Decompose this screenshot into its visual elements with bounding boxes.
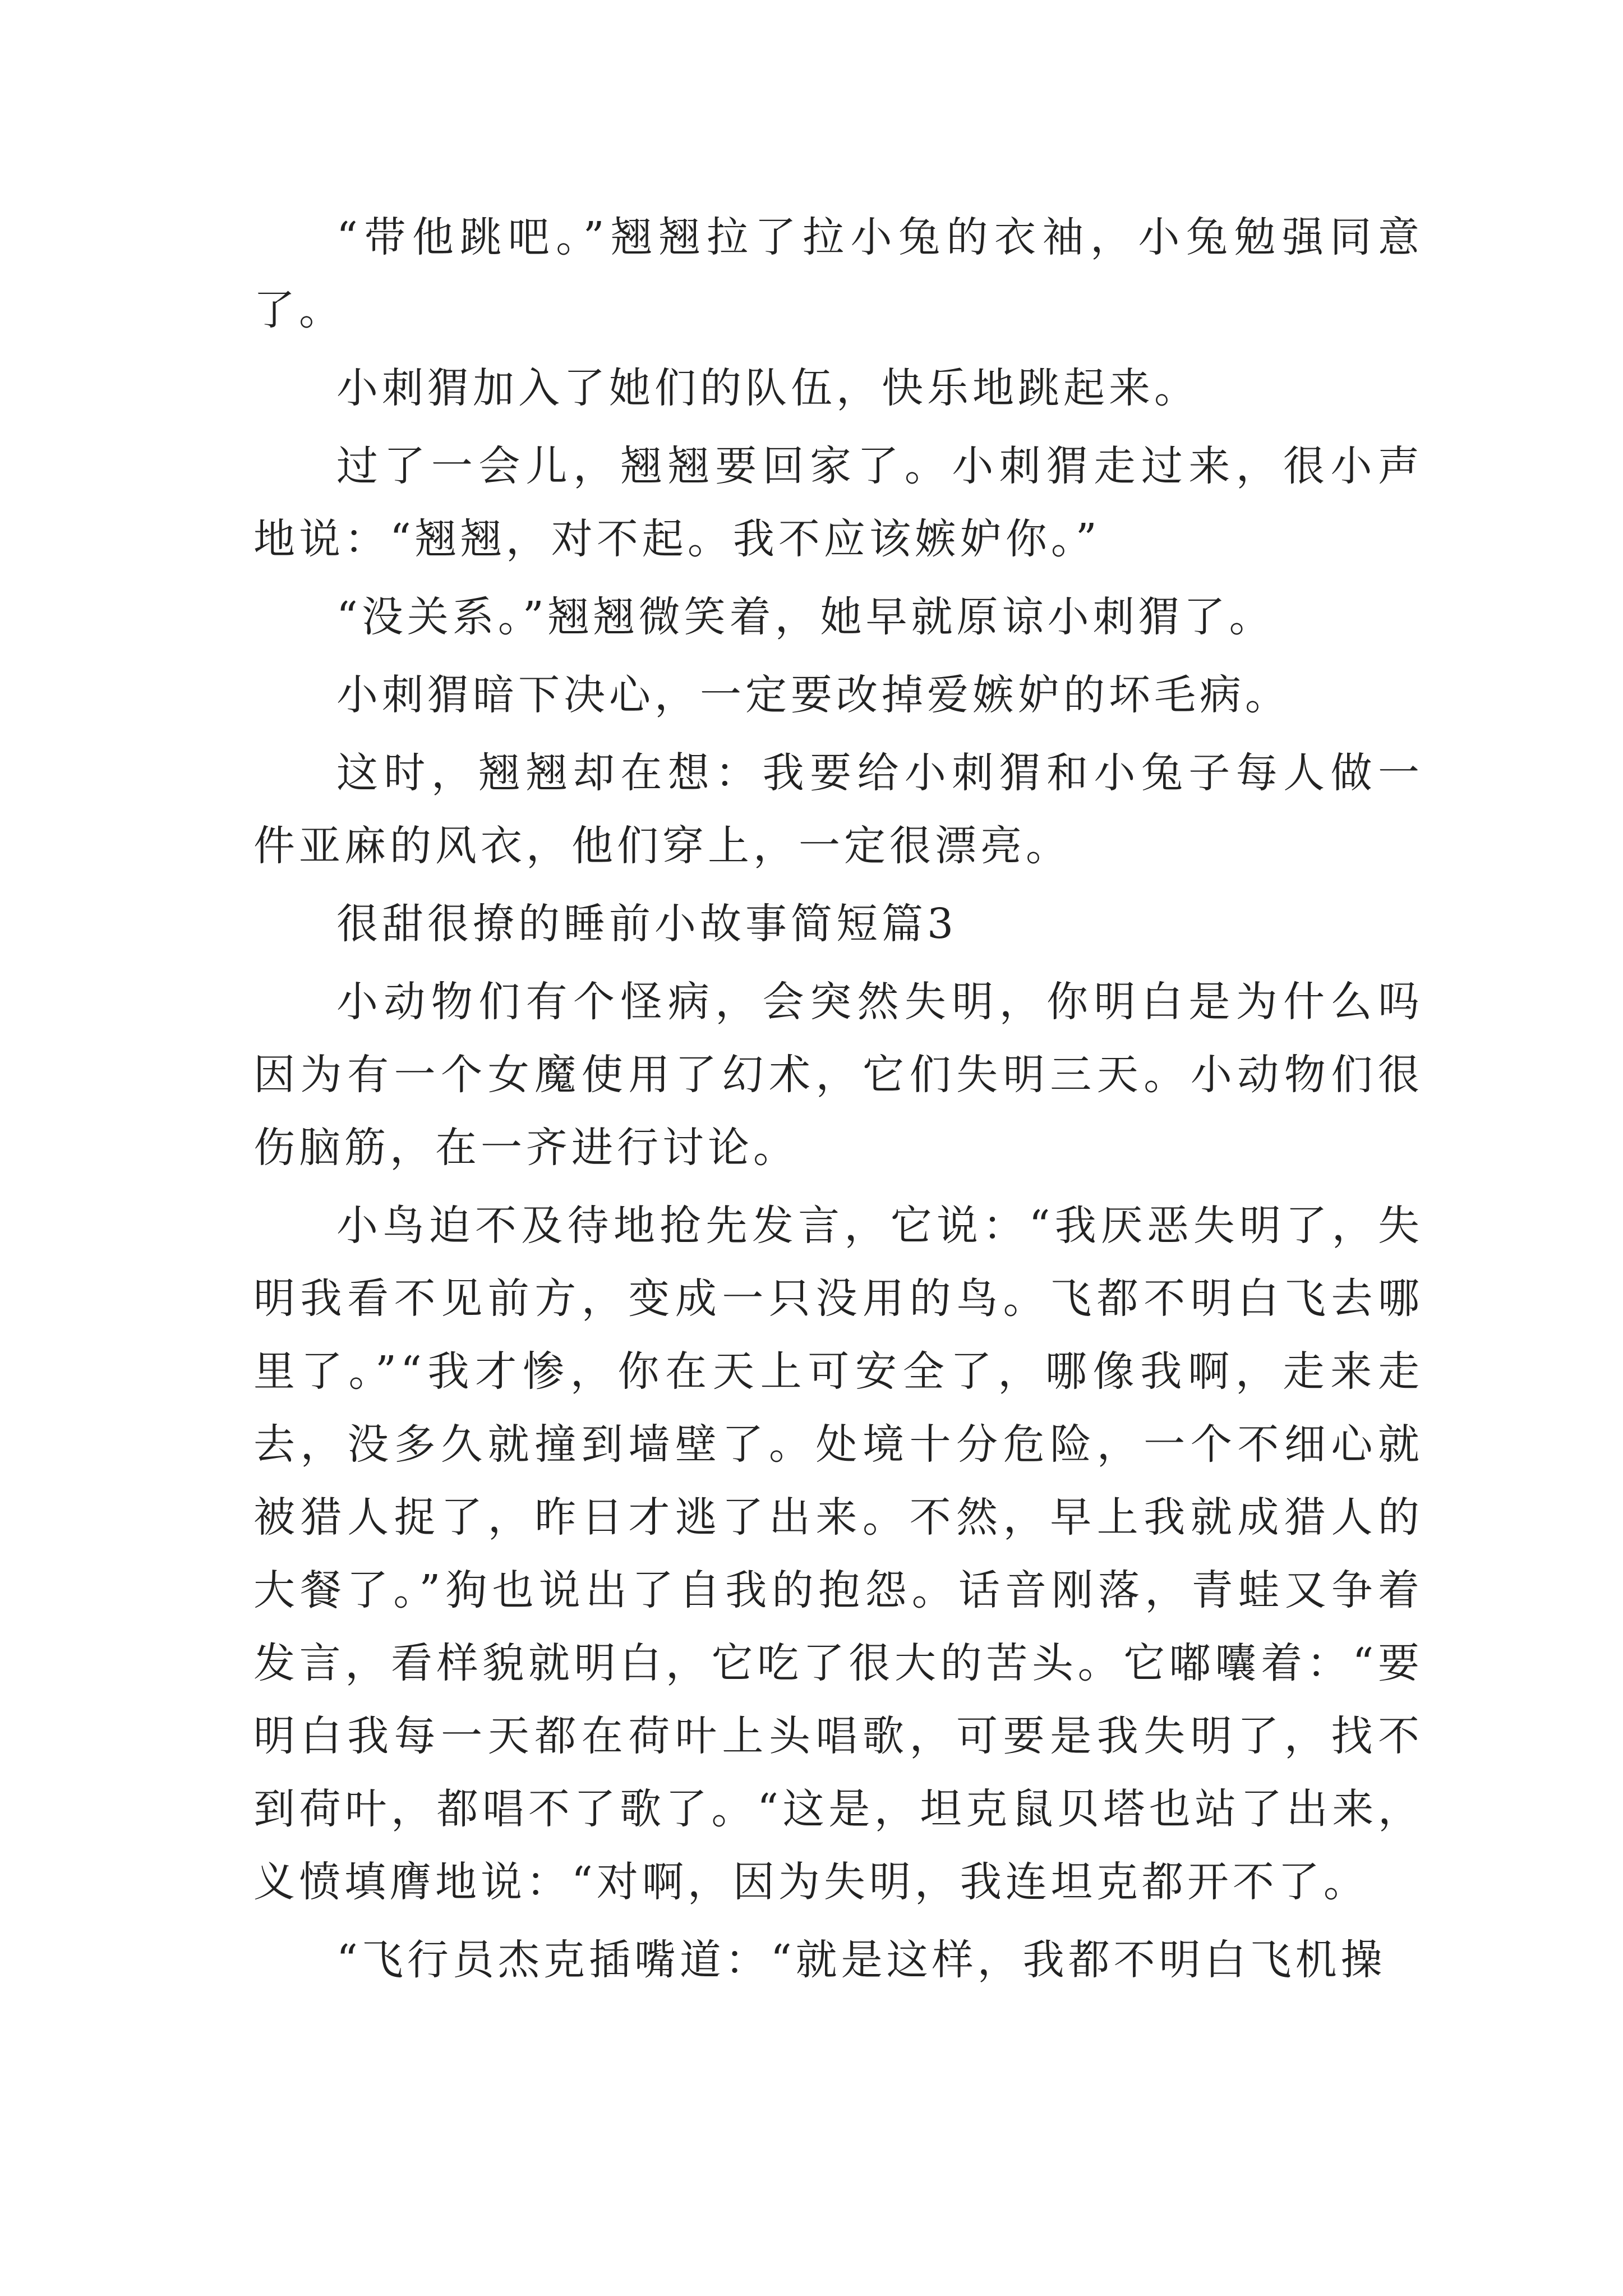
paragraph: 过了一会儿，翘翘要回家了。小刺猬走过来，很小声地说：“翘翘，对不起。我不应该嫉妒你。” <box>253 442 1423 563</box>
paragraph: 这时，翘翘却在想：我要给小刺猬和小兔子每人做一件亚麻的风衣，他们穿上，一定很漂亮。 <box>253 749 1423 870</box>
paragraph: 小鸟迫不及待地抢先发言，它说：“我厌恶失明了，失明我看不见前方，变成一只没用的鸟。飞都不明白飞去哪里了。”“我才惨，你在天上可安全了，哪像我啊，走来走去，没多久就撞到墙壁了。处境十分危险，一个不细心就被猎人捉了，昨日才逃了出来。不然，早上我就成猎人的大餐了。”狗也说出了自我的抱怨。话音刚落，青蛙又争着发言，看样貌就明白，它吃了很大的苦头。它嘟囔着：“要明白我每一天都在荷叶上头唱歌，可要是我失明了，找不到荷叶，都唱不了歌了。“这是，坦克鼠贝塔也站了出来，义愤填膺地说：“对啊，因为失明，我连坦克都开不了。 <box>253 1202 1423 1906</box>
section-heading: 很甜很撩的睡前小故事简短篇3 <box>336 900 958 948</box>
paragraph: 小动物们有个怪病，会突然失明，你明白是为什么吗因为有一个女魔使用了幻术，它们失明三天。小动物们很伤脑筋，在一齐进行讨论。 <box>253 978 1423 1172</box>
paragraph: “没关系。”翘翘微笑着，她早就原谅小刺猬了。 <box>336 593 1275 641</box>
paragraph: “带他跳吧。”翘翘拉了拉小兔的衣袖，小兔勉强同意了。 <box>253 213 1423 334</box>
paragraph: “飞行员杰克插嘴道：“就是这样，我都不明白飞机操 <box>336 1936 1386 1984</box>
paragraph: 小刺猬加入了她们的队伍，快乐地跳起来。 <box>336 364 1200 412</box>
document-body <box>253 201 1423 2001</box>
paragraph: 小刺猬暗下决心，一定要改掉爱嫉妒的坏毛病。 <box>336 671 1290 719</box>
